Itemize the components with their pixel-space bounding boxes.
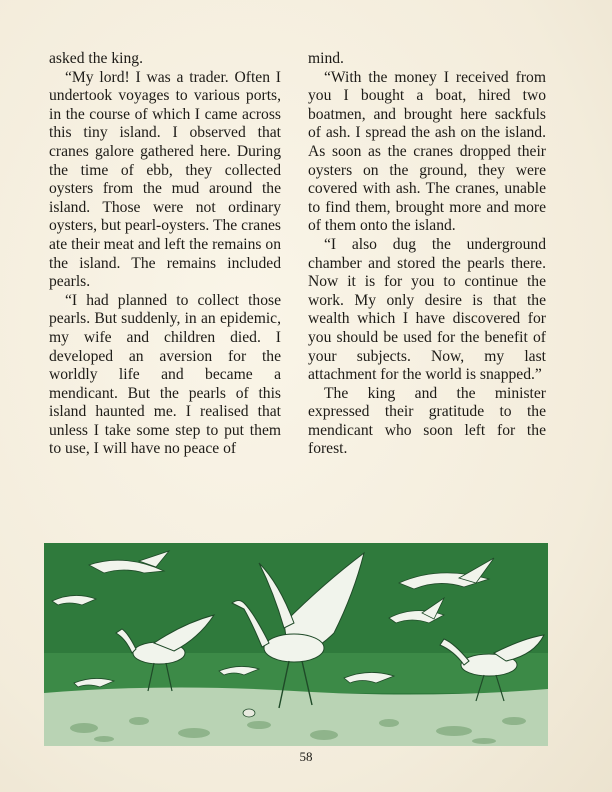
oyster [243, 709, 255, 717]
paragraph: “I also dug the underground chamber and stored the pearls there. Now it is for you to continue the work. My only desire is that the wealth which I have discovered for you should be used for the benefit of your subjects. Now, my last attachment for the world is snapped.” [308, 235, 546, 384]
paragraph: “I had planned to collect those pearls. But suddenly, in an epidemic, my wife and children died. I developed an aversion for the worldly life and became a mendicant. But the pearls of this island haunted me. I realised that unless I take some step to put them to use, I will have no peace of [49, 291, 281, 458]
paragraph: “My lord! I was a trader. Often I undertook voyages to various ports, in the course of which I came across this tiny island. I observed that cranes galore gathered here. During the time of ebb, they collected oysters from the mud around the island. Those were not ordinary oysters, but pearl-oysters. The cranes ate their meat and left the remains on the island. The remains included pearls. [49, 68, 281, 291]
illustration-ground [44, 687, 548, 746]
paragraph: asked the king. [49, 50, 143, 67]
right-text-column [308, 50, 546, 459]
paragraph: “With the money I received from you I bought a boat, hired two boatmen, and brought here sackfuls of ash. I spread the ash on the island. As soon as the cranes dropped their oysters on the ground, they were covered with ash. The cranes, unable to find them, brought more and more of them onto the island. [308, 68, 546, 235]
paragraph: mind. [308, 50, 344, 67]
cranes-illustration [44, 543, 548, 746]
paragraph: The king and the minister expressed their gratitude to the mendicant who soon left for the forest. [308, 384, 546, 458]
left-text-column [49, 50, 281, 459]
page-number: 58 [299, 749, 313, 764]
